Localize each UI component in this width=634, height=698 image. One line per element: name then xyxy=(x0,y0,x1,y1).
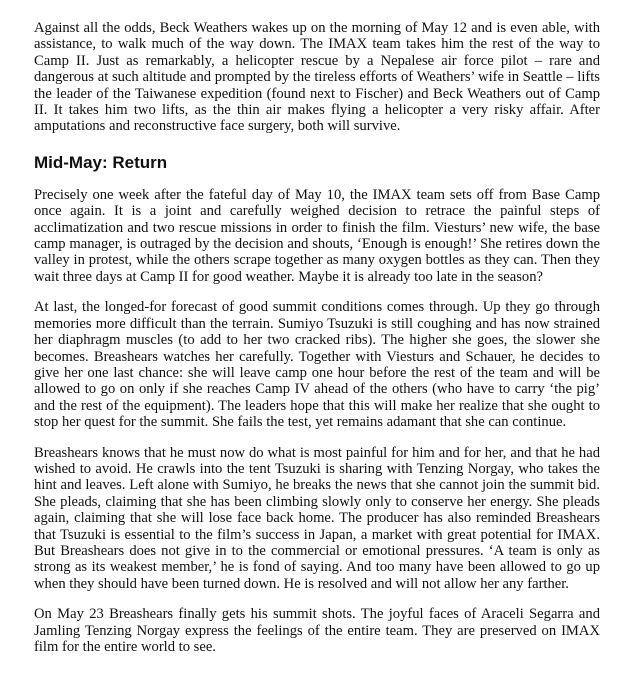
paragraph-return-decision: Precisely one week after the fateful day of May 10, the IMAX team sets off from Base Camp once again. It is a joint and carefully weighed decision to retrace the painful steps of acclimatization and two rescue missions in order to finish the film. Viesturs’ new wife, the base camp manager, is outraged by the decision and shouts, ‘Enough is enough!’ She retires down the valley in protest, while the others scrape together as many oxygen bottles as they can. Then they wait three days at Camp II for good weather. Maybe it is already too late in the season? xyxy=(34,186,600,285)
section-heading: Mid-May: Return xyxy=(34,152,168,172)
paragraph-weathers-rescue: Against all the odds, Beck Weathers wakes up on the morning of May 12 and is even able, with assistance, to walk much of the way down. The IMAX team takes him the rest of the way to Camp II. Just as remarkably, a helicopter rescue by a Nepalese air force pilot – rare and dangerous at such altitude and prompted by the tireless efforts of Weathers’ wife in Seattle – lifts the leader of the Taiwanese expedition (found next to Fischer) and Beck Weathers out of Camp II. It takes him two lifts, as the thin air makes flying a helicopter a very risky affair. After amputations and reconstructive face surgery, both will survive. xyxy=(34,20,600,135)
paragraph-summit-forecast: At last, the longed-for forecast of good summit conditions comes through. Up they go through memories more difficult than the terrain. Sumiyo Tsuzuki is still coughing and has now strained her diaphragm muscles (to add to her two cracked ribs). The higher she goes, the slower she becomes. Breashears watches her carefully. Together with Viesturs and Schauer, he decides to give her one last chance: she will leave camp one hour before the rest of the team and will be allowed to go on only if she reaches Camp IV ahead of the others (who have to carry ‘the pig’ and the rest of the equipment). The leaders hope that this will make her realize that she ought to stop her quest for the summit. She fails the test, yet remains adamant that she can continue. xyxy=(34,299,600,431)
paragraph-breashears-decision: Breashears knows that he must now do what is most painful for him and for her, and that he had wished to avoid. He crawls into the tent Tsuzuki is sharing with Tenzing Norgay, who takes the hint and leaves. Left alone with Sumiyo, he breaks the news that she cannot join the summit bid. She pleads, claiming that she has been climbing slowly only to conserve her energy. She pleads again, claiming that she will lose face back home. The producer has also reminded Breashears that Tsuzuki is essential to the film’s success in Japan, a market with great potential for IMAX. But Breashears does not give in to the commercial or emotional pressures. ‘A team is only as strong as its weakest member,’ he is fond of saying. And too many have been allowed to go up when they should have been turned down. He is resolved and will not allow her any farther. xyxy=(34,444,600,592)
document-page xyxy=(34,20,600,669)
paragraph-summit-shots: On May 23 Breashears finally gets his summit shots. The joyful faces of Araceli Segarra and Jamling Tenzing Norgay express the feelings of the entire team. They are preserved on IMAX film for the entire world to see. xyxy=(34,606,600,655)
